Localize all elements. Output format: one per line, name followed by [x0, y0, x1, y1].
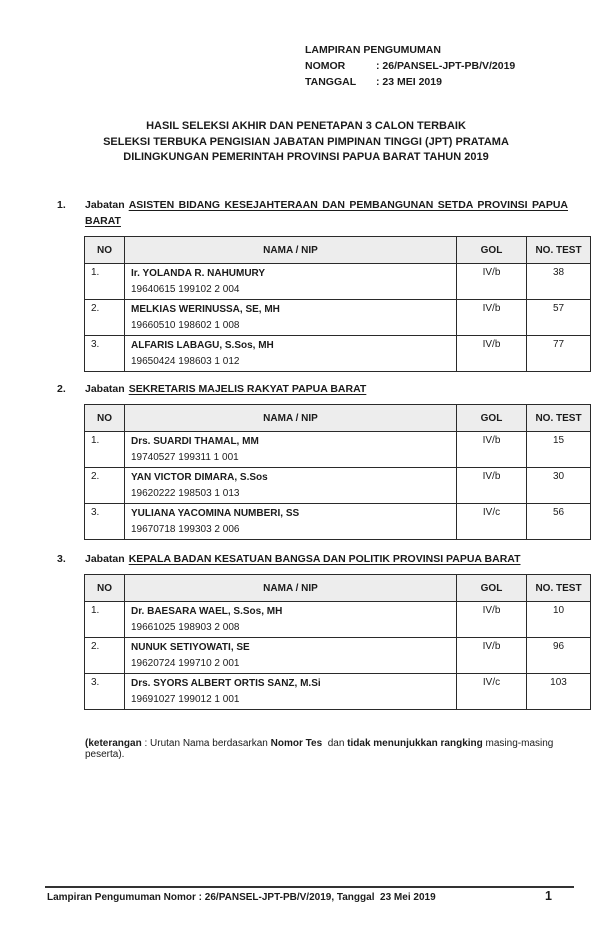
- candidate-nip: 19661025 198903 2 008: [131, 622, 240, 633]
- candidate-nip: 19650424 198603 1 012: [131, 356, 240, 367]
- table-row: [85, 504, 591, 540]
- section-title: [85, 381, 568, 397]
- table-row: [85, 638, 591, 674]
- candidate-name: Ir. YOLANDA R. NAHUMURY: [131, 268, 266, 279]
- document-title: [0, 119, 612, 166]
- jabatan-label: Jabatan: [85, 553, 125, 565]
- candidate-name: Drs. SUARDI THAMAL, MM: [131, 436, 259, 447]
- gol-value: IV/b: [457, 638, 527, 674]
- row-number: 3.: [85, 674, 125, 710]
- row-number: 1.: [85, 602, 125, 638]
- candidate-name: Drs. SYORS ALBERT ORTIS SANZ, M.Si: [131, 678, 321, 689]
- test-number: 30: [527, 468, 591, 504]
- header-no-test: NO. TEST: [527, 237, 591, 264]
- row-number: 1.: [85, 264, 125, 300]
- footer-divider: [45, 886, 574, 888]
- gol-value: IV/b: [457, 602, 527, 638]
- header-no: NO: [85, 237, 125, 264]
- lampiran-title: LAMPIRAN PENGUMUMAN: [305, 44, 441, 56]
- nomor-row: [305, 58, 515, 74]
- table-header-row: [85, 405, 591, 432]
- tanggal-label: TANGGAL: [305, 76, 357, 88]
- position-title: KEPALA BADAN KESATUAN BANGSA DAN POLITIK PROVINSI PAPUA BARAT: [128, 553, 521, 565]
- table-row: [85, 468, 591, 504]
- table-row: [85, 336, 591, 372]
- candidate-name: ALFARIS LABAGU, S.Sos, MH: [131, 340, 274, 351]
- title-line-2: SELEKSI TERBUKA PENGISIAN JABATAN PIMPINAN TINGGI (JPT) PRATAMA: [103, 135, 509, 148]
- test-number: 38: [527, 264, 591, 300]
- row-number: 2.: [85, 468, 125, 504]
- jabatan-label: Jabatan: [85, 199, 125, 211]
- header-no-test: NO. TEST: [527, 575, 591, 602]
- test-number: 56: [527, 504, 591, 540]
- tanggal-row: [305, 74, 515, 90]
- header-no: NO: [85, 405, 125, 432]
- results-table-1: [84, 236, 591, 372]
- candidate-cell: [125, 504, 457, 540]
- table-row: [85, 432, 591, 468]
- section-1: [57, 197, 582, 372]
- gol-value: IV/c: [457, 674, 527, 710]
- candidate-nip: 19660510 198602 1 008: [131, 320, 240, 331]
- candidate-nip: 19640615 199102 2 004: [131, 284, 240, 295]
- candidate-nip: 19740527 199311 1 001: [131, 452, 239, 463]
- candidate-name: Dr. BAESARA WAEL, S.Sos, MH: [131, 606, 283, 617]
- candidate-nip: 19691027 199012 1 001: [131, 694, 240, 705]
- position-title: SEKRETARIS MAJELIS RAKYAT PAPUA BARAT: [128, 383, 367, 395]
- row-number: 2.: [85, 638, 125, 674]
- header-nama-nip: NAMA / NIP: [125, 405, 457, 432]
- note: (keterangan : Urutan Nama berdasarkan Nomor Tes dan tidak menunjukkan rangking masing-masing peserta).: [85, 738, 557, 760]
- position-title: ASISTEN BIDANG KESEJAHTERAAN DAN PEMBANGUNAN SETDA PROVINSI PAPUA BARAT: [85, 199, 568, 227]
- nomor-value: : 26/PANSEL-JPT-PB/V/2019: [376, 60, 516, 72]
- results-table-3: [84, 574, 591, 710]
- gol-value: IV/b: [457, 432, 527, 468]
- section-2-heading: [57, 381, 568, 397]
- page-number: 1: [545, 889, 552, 903]
- candidate-cell: [125, 674, 457, 710]
- table-row: [85, 674, 591, 710]
- table-row: [85, 602, 591, 638]
- section-title: [85, 551, 568, 567]
- candidate-cell: [125, 264, 457, 300]
- candidate-cell: [125, 468, 457, 504]
- nomor-label: NOMOR: [305, 60, 346, 72]
- results-table-2: [84, 404, 591, 540]
- test-number: 103: [527, 674, 591, 710]
- candidate-name: YAN VICTOR DIMARA, S.Sos: [131, 472, 268, 483]
- candidate-cell: [125, 638, 457, 674]
- row-number: 1.: [85, 432, 125, 468]
- header-no-test: NO. TEST: [527, 405, 591, 432]
- header-gol: GOL: [457, 405, 527, 432]
- gol-value: IV/b: [457, 264, 527, 300]
- section-3-heading: [57, 551, 568, 567]
- table-header-row: [85, 575, 591, 602]
- candidate-cell: [125, 432, 457, 468]
- section-2: [57, 381, 582, 540]
- section-title: [85, 197, 568, 229]
- gol-value: IV/b: [457, 468, 527, 504]
- row-number: 2.: [85, 300, 125, 336]
- candidate-cell: [125, 336, 457, 372]
- test-number: 77: [527, 336, 591, 372]
- table-header-row: [85, 237, 591, 264]
- candidate-cell: [125, 602, 457, 638]
- test-number: 15: [527, 432, 591, 468]
- header-gol: GOL: [457, 237, 527, 264]
- row-number: 3.: [85, 336, 125, 372]
- title-line-1: HASIL SELEKSI AKHIR DAN PENETAPAN 3 CALON TERBAIK: [146, 120, 466, 132]
- section-number: 2.: [57, 383, 66, 395]
- table-row: [85, 300, 591, 336]
- document-header: [305, 42, 515, 90]
- candidate-cell: [125, 300, 457, 336]
- section-1-heading: [57, 197, 568, 229]
- test-number: 57: [527, 300, 591, 336]
- section-number: 1.: [57, 199, 66, 211]
- jabatan-label: Jabatan: [85, 383, 125, 395]
- candidate-nip: 19670718 199303 2 006: [131, 524, 240, 535]
- test-number: 10: [527, 602, 591, 638]
- candidate-name: MELKIAS WERINUSSA, SE, MH: [131, 304, 280, 315]
- gol-value: IV/c: [457, 504, 527, 540]
- footer-text: Lampiran Pengumuman Nomor : 26/PANSEL-JPT-PB/V/2019, Tanggal 23 Mei 2019: [47, 892, 436, 903]
- section-number: 3.: [57, 553, 66, 565]
- header-nama-nip: NAMA / NIP: [125, 237, 457, 264]
- test-number: 96: [527, 638, 591, 674]
- header-no: NO: [85, 575, 125, 602]
- tanggal-value: : 23 MEI 2019: [376, 76, 442, 88]
- candidate-nip: 19620724 199710 2 001: [131, 658, 240, 669]
- row-number: 3.: [85, 504, 125, 540]
- candidate-name: YULIANA YACOMINA NUMBERI, SS: [131, 508, 300, 519]
- title-line-3: DILINGKUNGAN PEMERINTAH PROVINSI PAPUA BARAT TAHUN 2019: [123, 151, 489, 163]
- header-gol: GOL: [457, 575, 527, 602]
- section-3: [57, 551, 582, 710]
- gol-value: IV/b: [457, 336, 527, 372]
- table-row: [85, 264, 591, 300]
- header-nama-nip: NAMA / NIP: [125, 575, 457, 602]
- candidate-nip: 19620222 198503 1 013: [131, 488, 240, 499]
- candidate-name: NUNUK SETIYOWATI, SE: [131, 642, 250, 653]
- gol-value: IV/b: [457, 300, 527, 336]
